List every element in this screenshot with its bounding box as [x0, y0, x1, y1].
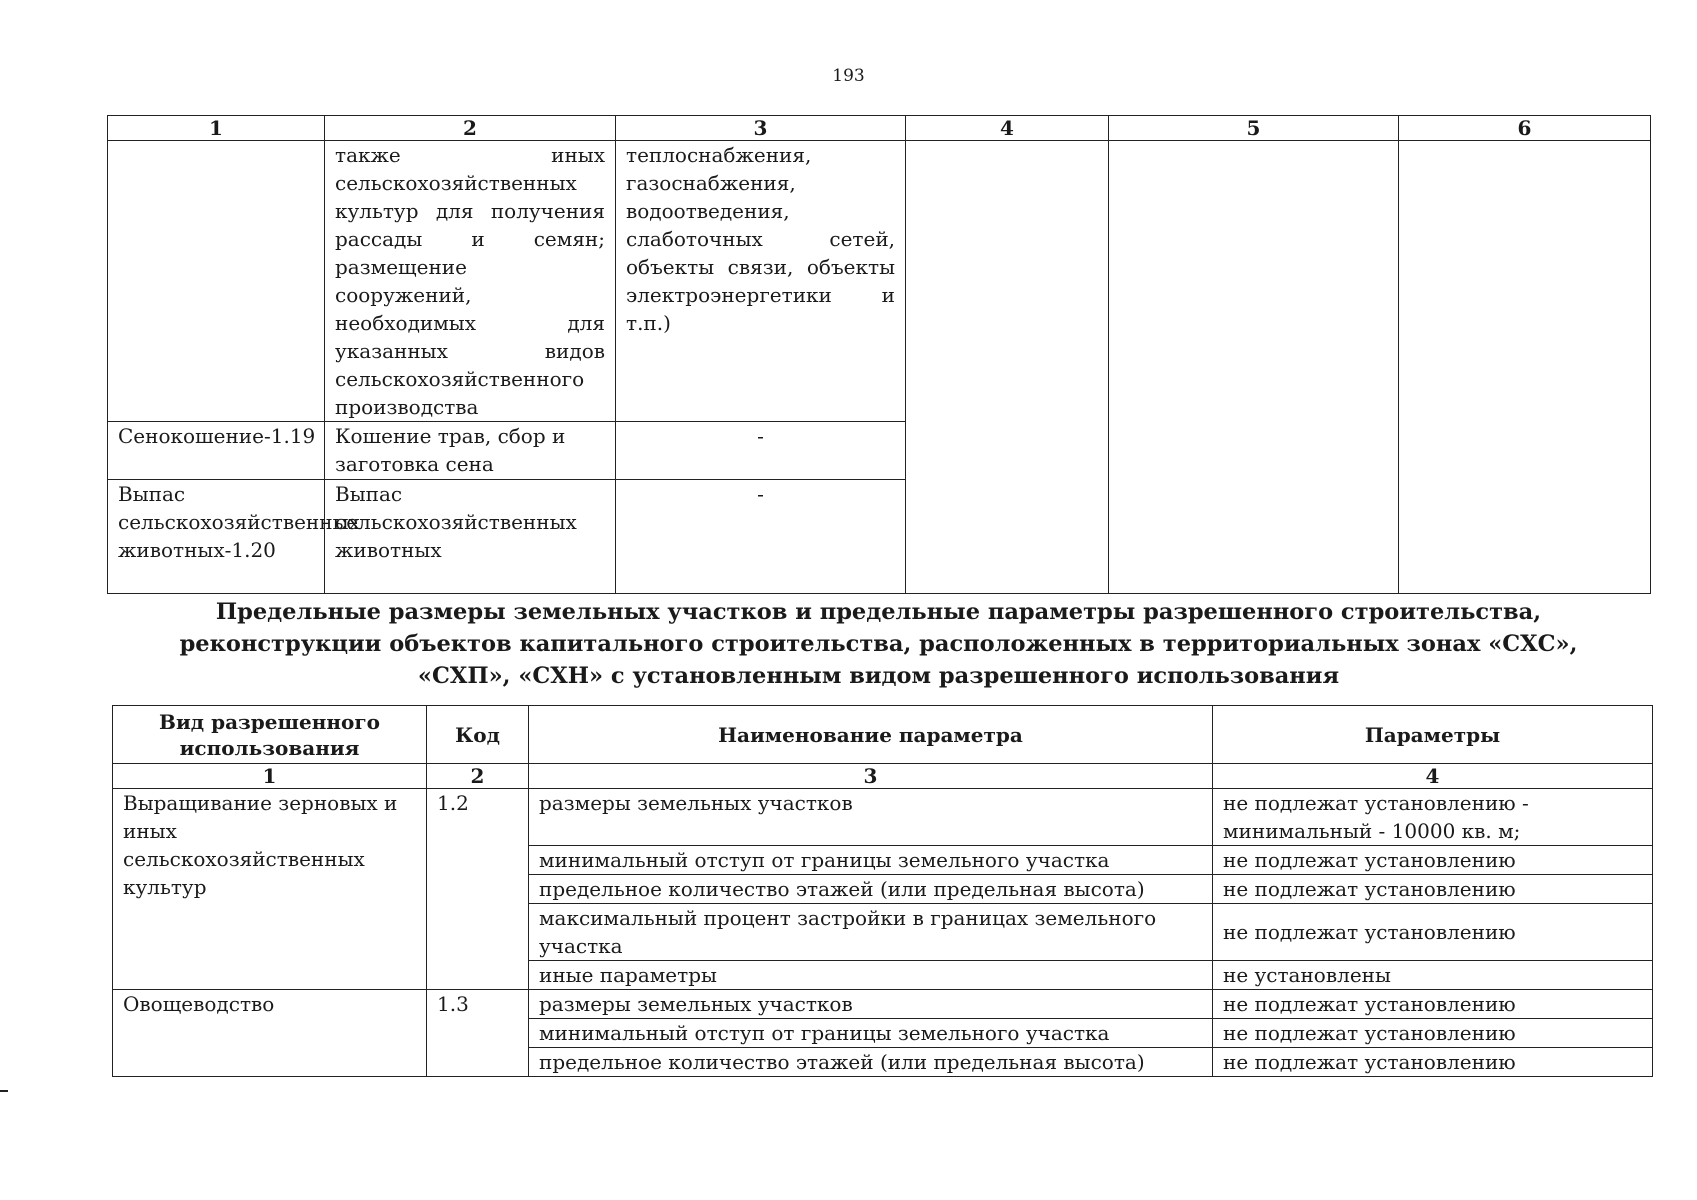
auxiliary-cell: - [616, 422, 906, 480]
param-value-cell: не установлены [1213, 961, 1653, 990]
param-name-cell: размеры земельных участков [529, 789, 1213, 846]
code-cell: 1.3 [427, 990, 529, 1077]
param-name-cell: предельное количество этажей (или предельная высота) [529, 875, 1213, 904]
use-type-header: Вид разрешенного использования [113, 706, 427, 764]
table-row [113, 789, 1653, 846]
empty-cell [906, 141, 1109, 594]
page-number: 193 [832, 66, 865, 86]
continuation-table [107, 115, 1651, 594]
table-header-row [113, 706, 1653, 764]
use-type-cell: Выращивание зерновых и иных сельскохозяйственных культур [113, 789, 427, 990]
empty-cell [1109, 141, 1399, 594]
param-name-cell: иные параметры [529, 961, 1213, 990]
use-type-cell: Выпас сельскохозяйственных животных-1.20 [108, 480, 325, 594]
column-number: 3 [616, 116, 906, 141]
param-value-cell: не подлежат установлению - минимальный - 10000 кв. м; [1213, 789, 1653, 846]
description-cell: Кошение трав, сбор и заготовка сена [325, 422, 616, 480]
column-number: 2 [427, 764, 529, 789]
description-cell: также иных сельскохозяйственных культур для получения рассады и семян; размещение сооружений, необходимых для указанных видов сельскохозяйственного производства [325, 141, 616, 422]
param-name-header: Наименование параметра [529, 706, 1213, 764]
heading-line: «СХП», «СХН» с установленным видом разрешенного использования [417, 663, 1340, 689]
column-number: 2 [325, 116, 616, 141]
param-value-cell: не подлежат установлению [1213, 846, 1653, 875]
heading-line: реконструкции объектов капитального строительства, расположенных в территориальных зонах «СХС», [179, 631, 1578, 657]
scan-edge-mark [0, 1090, 8, 1092]
param-value-cell: не подлежат установлению [1213, 875, 1653, 904]
code-cell: 1.2 [427, 789, 529, 990]
column-number: 4 [906, 116, 1109, 141]
params-header: Параметры [1213, 706, 1653, 764]
column-number: 6 [1399, 116, 1651, 141]
table-row [108, 141, 1651, 422]
param-value-cell: не подлежат установлению [1213, 904, 1653, 961]
code-header: Код [427, 706, 529, 764]
column-number: 1 [108, 116, 325, 141]
column-number: 5 [1109, 116, 1399, 141]
empty-cell [1399, 141, 1651, 594]
column-number: 1 [113, 764, 427, 789]
parameters-table [112, 705, 1653, 1077]
param-name-cell: размеры земельных участков [529, 990, 1213, 1019]
param-value-cell: не подлежат установлению [1213, 1019, 1653, 1048]
table-header-row [108, 116, 1651, 141]
param-value-cell: не подлежат установлению [1213, 990, 1653, 1019]
column-number: 3 [529, 764, 1213, 789]
table-row [113, 990, 1653, 1019]
use-type-cell [108, 141, 325, 422]
heading-line: Предельные размеры земельных участков и предельные параметры разрешенного строительства, [215, 599, 1542, 625]
param-name-cell: минимальный отступ от границы земельного участка [529, 846, 1213, 875]
column-number: 4 [1213, 764, 1653, 789]
column-numbers-row [113, 764, 1653, 789]
param-name-cell: минимальный отступ от границы земельного участка [529, 1019, 1213, 1048]
section-heading [107, 596, 1650, 692]
use-type-cell: Сенокошение-1.19 [108, 422, 325, 480]
auxiliary-cell: - [616, 480, 906, 594]
param-name-cell: предельное количество этажей (или предельная высота) [529, 1048, 1213, 1077]
description-cell: Выпас сельскохозяйственных животных [325, 480, 616, 594]
param-value-cell: не подлежат установлению [1213, 1048, 1653, 1077]
param-name-cell: максимальный процент застройки в границах земельного участка [529, 904, 1213, 961]
use-type-cell: Овощеводство [113, 990, 427, 1077]
auxiliary-cell: теплоснабжения, газоснабжения, водоотведения, слаботочных сетей, объекты связи, объекты электроэнергетики и т.п.) [616, 141, 906, 422]
